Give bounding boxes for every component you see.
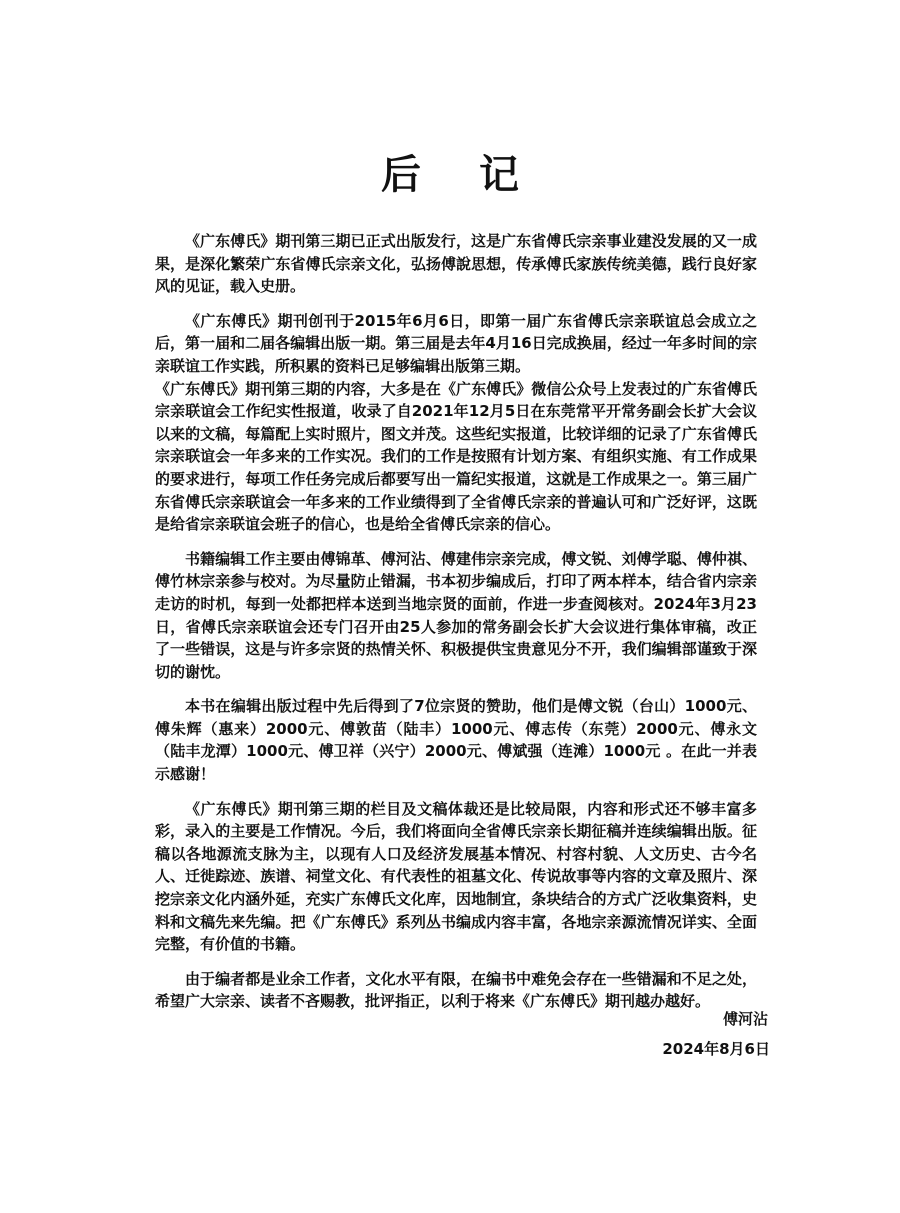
paragraph-7: 由于编者都是业余工作者，文化水平有限，在编书中难免会存在一些错漏和不足之处，希望广大宗亲、读者不吝赐教，批评指正，以利于将来《广东傅氏》期刊越办越好。	[155, 969, 757, 1011]
signature-block	[570, 1008, 770, 1060]
paragraph-1: 《广东傅氏》期刊第三期已正式出版发行，这是广东省傅氏宗亲事业建没发展的又一成果，是深化繁荣广东省傅氏宗亲文化，弘扬傅說思想，传承傅氏家族传统美德，践行良好家风的见证，载入史册。	[155, 232, 757, 296]
paragraph-2: 《广东傅氏》期刊创刊于2015年6月6日，即第一届广东省傅氏宗亲联谊总会成立之后，第一届和二届各编辑出版一期。第三届是去年4月16日完成换届，经过一年多时间的宗亲联谊工作实践，所积累的资料已足够编辑出版第三期。	[155, 311, 757, 375]
paragraph-5: 本书在编辑出版过程中先后得到了7位宗贤的赞助，他们是傅文锐（台山）1000元、傅朱辉（惠来）2000元、傅敦苗（陆丰）1000元、傅志传（东莞）2000元、傅永文（陆丰龙潭）1000元、傅卫祥（兴宁）2000元、傅斌强（连滩）1000元 。在此一并表示感谢！	[155, 697, 757, 784]
paragraph-3: 《广东傅氏》期刊第三期的内容，大多是在《广东傅氏》微信公众号上发表过的广东省傅氏宗亲联谊会工作纪实性报道，收录了自2021年12月5日在东莞常平开常务副会长扩大会议以来的文稿，每篇配上实时照片，图文并茂。这些纪实报道，比较详细的记录了广东省傅氏宗亲联谊会一年多来的工作实况。我们的工作是按照有计划方案、有组织实施、有工作成果的要求进行，每项工作任务完成后都要写出一篇纪实报道，这就是工作成果之一。第三届广东省傅氏宗亲联谊会一年多来的工作业绩得到了全省傅氏宗亲的普遍认可和广泛好评，这既是给省宗亲联谊会班子的信心，也是给全省傅氏宗亲的信心。	[155, 379, 757, 534]
signature-date: 2024年8月6日	[662, 1040, 770, 1058]
document-body	[155, 230, 757, 1025]
paragraph-4: 书籍编辑工作主要由傅锦革、傅河沾、傅建伟宗亲完成，傅文锐、刘傅学聪、傅仲祺、傅竹林宗亲参与校对。为尽量防止错漏，书本初步编成后，打印了两本样本，结合省内宗亲走访的时机，每到一处都把样本送到当地宗贤的面前，作进一步查阅核对。2024年3月23日，省傅氏宗亲联谊会还专门召开由25人参加的常务副会长扩大会议进行集体审稿，改正了一些错误，这是与许多宗贤的热情关怀、积极提供宝贵意见分不开，我们编辑部谨致于深切的谢忱。	[155, 549, 757, 681]
signature-name: 傅河沾	[722, 1010, 768, 1028]
paragraph-6: 《广东傅氏》期刊第三期的栏目及文稿体裁还是比较局限，内容和形式还不够丰富多彩，录入的主要是工作情况。今后，我们将面向全省傅氏宗亲长期征稿并连续编辑出版。征稿以各地源流支脉为主，以现有人口及经济发展基本情况、村容村貌、人文历史、古今名人、迁徙踪迹、族谱、祠堂文化、有代表性的祖墓文化、传说故事等内容的文章及照片、深挖宗亲文化内涵外延，充实广东傅氏文化库，因地制宜，条块结合的方式广泛收集资料，史料和文稿先来先编。把《广东傅氏》系列丛书编成内容丰富，各地宗亲源流情况详实、全面完整，有价值的书籍。	[155, 799, 757, 954]
page-title: 后 记	[381, 152, 541, 198]
